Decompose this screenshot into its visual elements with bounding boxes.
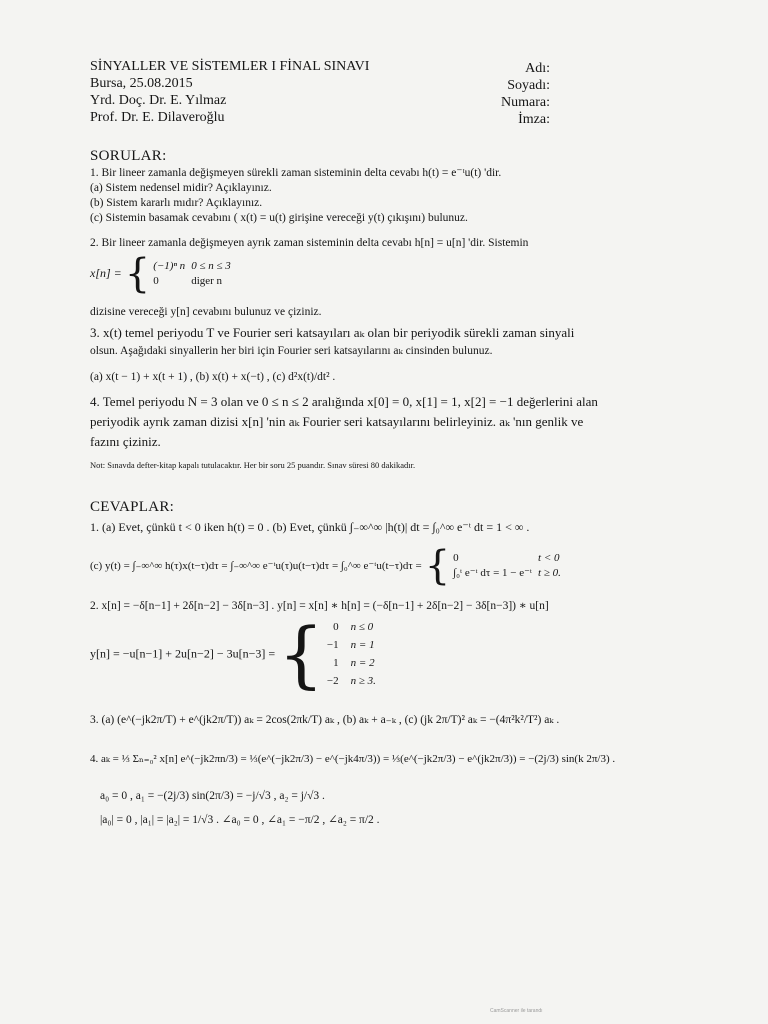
q2-case1-cond: 0 ≤ n ≤ 3: [191, 260, 231, 272]
a1c-case1-cond: t < 0: [538, 552, 560, 564]
a1c-expr: (c) y(t) = ∫₋∞^∞ h(τ)x(t−τ)dτ = ∫₋∞^∞ e⁻ᵗu(τ)u(t−τ)dτ = ∫₀^∞ e⁻ᵗu(t−τ)dτ =: [90, 559, 422, 572]
question-1: [90, 166, 690, 226]
q2-lhs: x[n] =: [90, 265, 122, 280]
answer-1-ab: 1. (a) Evet, çünkü t < 0 iken h(t) = 0 . (b) Evet, çünkü ∫₋∞^∞ |h(t)| dt = ∫₀^∞ e⁻ᵗ dt = 1 < ∞ .: [90, 520, 530, 534]
q1-part-c: (c) Sistemin basamak cevabını ( x(t) = u(t) girişine vereceği y(t) çıkışını) bulunuz.: [90, 212, 468, 224]
answer-1-c: [90, 543, 567, 589]
q3-items: (a) x(t − 1) + x(t + 1) , (b) x(t) + x(−t) , (c) d²x(t)/dt² .: [90, 371, 336, 383]
q3-line-1: 3. x(t) temel periyodu T ve Fourier seri katsayıları aₖ olan bir periyodik sürekli zaman sinyali: [90, 325, 575, 340]
a2-case-cond: n = 1: [350, 639, 375, 651]
answer-3-line: 3. (a) (e^(−jk2π/T) + e^(jk2π/T)) aₖ = 2cos(2πk/T) aₖ , (b) aₖ + a₋ₖ , (c) (jk 2π/T)² aₖ = −(4π²k²/T²) aₖ .: [90, 714, 560, 726]
a2-case-cond: n = 2: [350, 657, 375, 669]
a1c-case2-expr: ∫₀ᵗ e⁻ᵗ dτ = 1 − e⁻ᵗ: [453, 567, 533, 579]
question-4: [90, 392, 690, 452]
q4-line-1: 4. Temel periyodu N = 3 olan ve 0 ≤ n ≤ 2 aralığında x[0] = 0, x[1] = 1, x[2] = −1 değerlerini alan: [90, 394, 598, 409]
exam-note: Not: Sınavda defter-kitap kapalı tutulacaktır. Her bir soru 25 puandır. Sınav süresi 80 dakikadır.: [90, 460, 416, 470]
a2-case-expr: 1: [333, 657, 339, 669]
left-brace-icon: {: [424, 543, 451, 589]
a2-case-expr: 0: [333, 621, 339, 633]
left-brace-icon: {: [278, 612, 324, 696]
questions-heading: SORULAR:: [90, 148, 167, 164]
a2-case-expr: −2: [326, 675, 339, 687]
q2-case1-expr: (−1)ⁿ n: [153, 260, 186, 272]
a2-case-expr: −1: [326, 639, 339, 651]
place-date: Bursa, 25.08.2015: [90, 76, 193, 91]
q3-line-2: olsun. Aşağıdaki sinyallerin her biri için Fourier seri katsayılarını aₖ cinsinden bulunuz.: [90, 345, 493, 357]
answer-2-line: 2. x[n] = −δ[n−1] + 2δ[n−2] − 3δ[n−3] . y[n] = x[n] ∗ h[n] = (−δ[n−1] + 2δ[n−2] − 3δ[n−3]) ∗ u[n]: [90, 600, 549, 612]
a2-cases: [327, 618, 382, 690]
q2-case2-expr: 0: [153, 275, 159, 287]
q2-intro: 2. Bir lineer zamanla değişmeyen ayrık zaman sisteminin delta cevabı h[n] = u[n] 'dir. Sistemin: [90, 237, 529, 249]
answer-4-line-1: 4. aₖ = ⅓ Σₙ₌₀² x[n] e^(−jk2πn/3) = ⅓(e^(−jk2π/3) − e^(−jk4π/3)) = ⅓(e^(−jk2π/3) − e^(jk2π/3)) = −(2j/3) sin(k 2π/3) .: [90, 753, 616, 765]
q1-part-a: (a) Sistem nedensel midir? Açıklayınız.: [90, 182, 272, 194]
a2-case-row: [327, 618, 382, 636]
instructor-1: Yrd. Doç. Dr. E. Yılmaz: [90, 93, 227, 108]
field-surname: Soyadı:: [507, 78, 550, 93]
a2-case-row: [327, 636, 382, 654]
a1c-cases: [453, 551, 567, 581]
a2-case-cond: n ≥ 3.: [350, 675, 376, 687]
left-brace-icon: {: [124, 251, 151, 297]
field-number: Numara:: [501, 95, 550, 110]
a2-case-row: [327, 672, 382, 690]
question-3: [90, 324, 690, 385]
q2-case2-cond: diger n: [191, 275, 223, 287]
a2-lhs: y[n] = −u[n−1] + 2u[n−2] − 3u[n−3] =: [90, 646, 276, 661]
q2-piecewise: [90, 251, 237, 297]
a1c-case1-expr: 0: [453, 552, 459, 564]
q2-tail: dizisine vereceği y[n] cevabını bulunuz ve çiziniz.: [90, 306, 322, 318]
answer-4-line-2: a₀ = 0 , a₁ = −(2j/3) sin(2π/3) = −j/√3 , a₂ = j/√3 .: [100, 790, 325, 802]
a2-case-cond: n ≤ 0: [350, 621, 374, 633]
q1-part-b: (b) Sistem kararlı mıdır? Açıklayınız.: [90, 197, 263, 209]
field-signature: İmza:: [518, 112, 550, 127]
q1-intro: 1. Bir lineer zamanla değişmeyen sürekli zaman sisteminin delta cevabı h(t) = e⁻ᵗu(t) 'dir.: [90, 167, 502, 179]
exam-title: SİNYALLER VE SİSTEMLER I FİNAL SINAVI: [90, 59, 370, 74]
field-name: Adı:: [525, 61, 550, 76]
answer-2-piecewise: [90, 612, 382, 696]
q4-line-2: periyodik ayrık zaman dizisi x[n] 'nin aₖ Fourier seri katsayılarını belirleyiniz. aₖ 'nın genlik ve: [90, 414, 584, 429]
exam-header: [90, 58, 369, 126]
q4-line-3: fazını çiziniz.: [90, 434, 161, 449]
a2-case-row: [327, 654, 382, 672]
q2-tail-block: [90, 305, 690, 320]
a1c-case2-cond: t ≥ 0.: [538, 567, 561, 579]
scanner-watermark: CamScanner ile tarandı: [490, 1008, 543, 1014]
answer-4-line-3: |a₀| = 0 , |a₁| = |a₂| = 1/√3 . ∠a₀ = 0 , ∠a₁ = −π/2 , ∠a₂ = π/2 .: [100, 814, 380, 826]
question-2: [90, 236, 690, 251]
answers-heading: CEVAPLAR:: [90, 499, 175, 515]
q2-cases: [153, 259, 237, 289]
instructor-2: Prof. Dr. E. Dilaveroğlu: [90, 110, 225, 125]
student-fields: [480, 60, 550, 128]
